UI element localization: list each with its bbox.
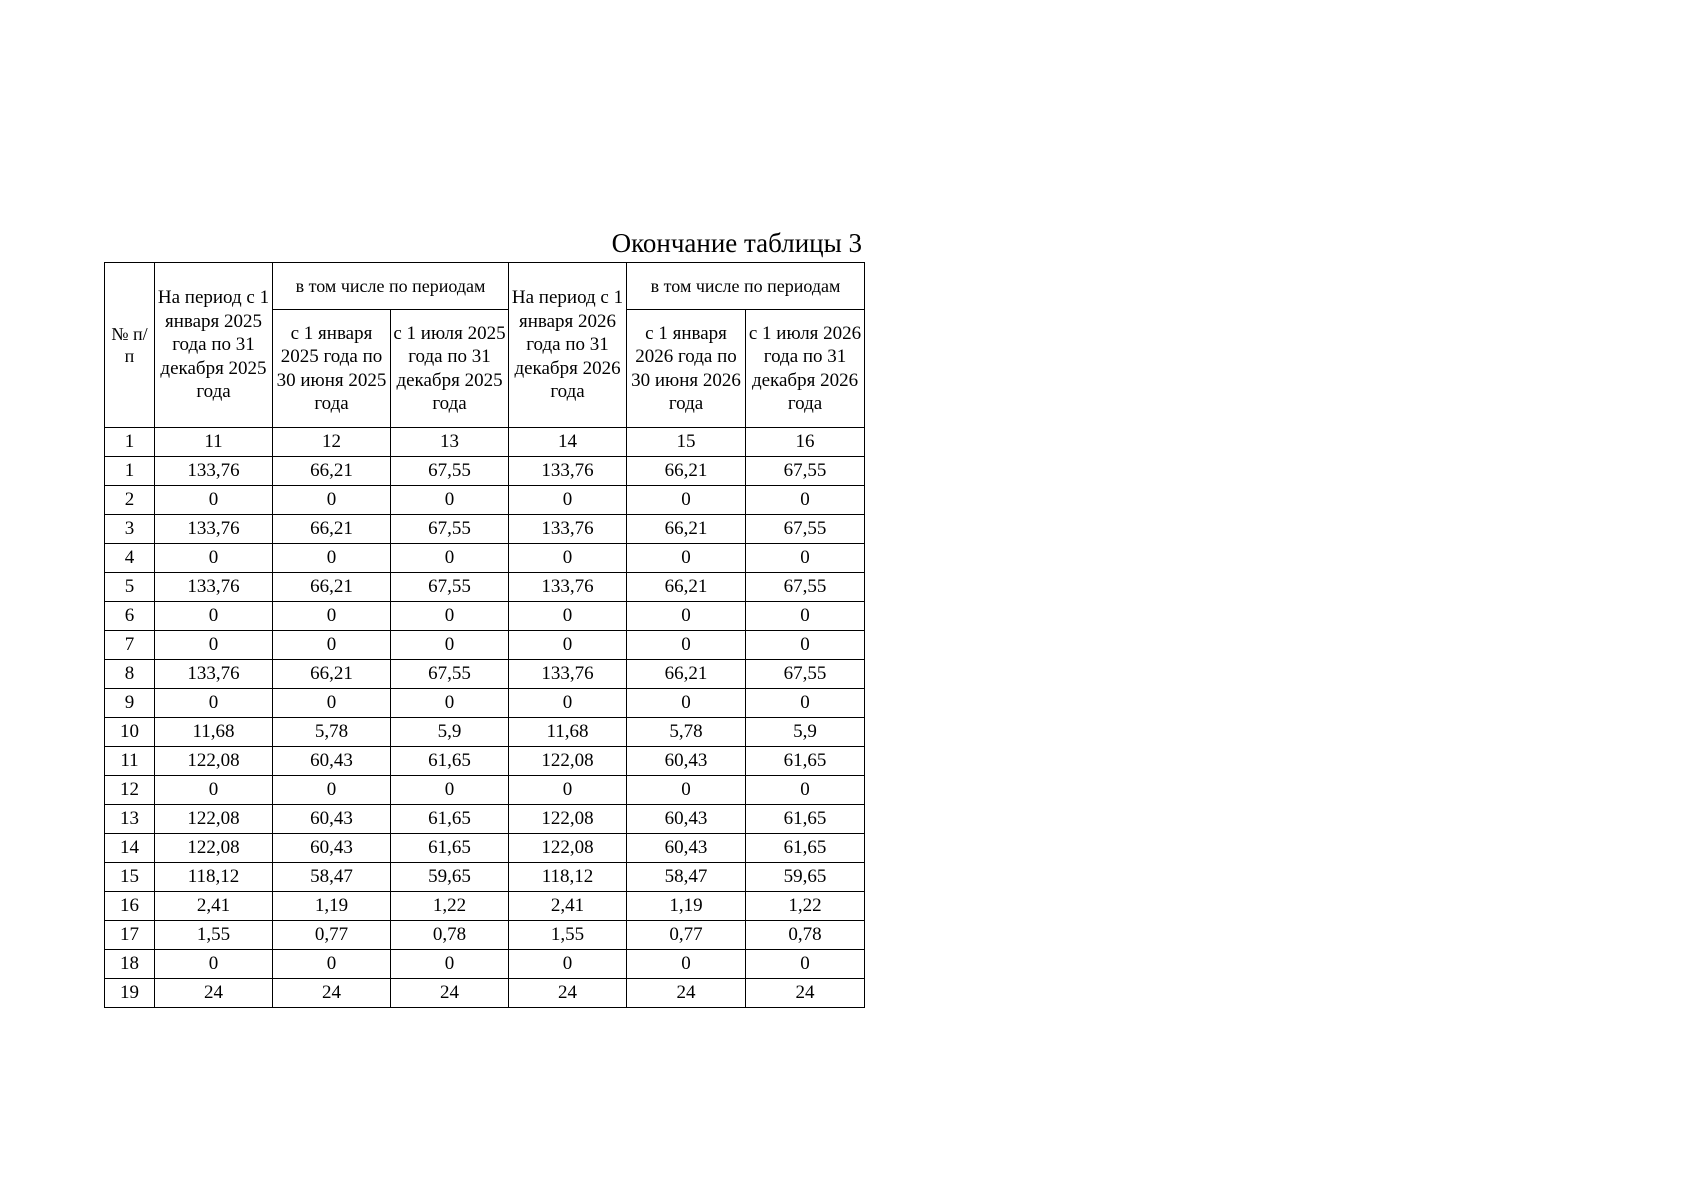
column-number-cell: 16 xyxy=(746,428,865,457)
table-cell: 1,55 xyxy=(509,921,627,950)
table-cell: 0 xyxy=(391,631,509,660)
table-cell: 24 xyxy=(391,979,509,1008)
table-cell: 0 xyxy=(746,544,865,573)
header-group-2025: в том числе по периодам xyxy=(273,263,509,310)
header-half1-2026: с 1 января 2026 года по 30 июня 2026 года xyxy=(627,310,746,428)
table-cell: 0,78 xyxy=(746,921,865,950)
table-cell: 60,43 xyxy=(273,805,391,834)
table-cell: 0 xyxy=(391,950,509,979)
table-cell: 24 xyxy=(746,979,865,1008)
header-row-1 xyxy=(105,263,865,310)
table-cell: 0 xyxy=(746,689,865,718)
row-number-cell: 10 xyxy=(105,718,155,747)
table-cell: 66,21 xyxy=(627,660,746,689)
table-cell: 2,41 xyxy=(155,892,273,921)
table-cell: 0,77 xyxy=(273,921,391,950)
table-cell: 0 xyxy=(273,602,391,631)
row-number-cell: 2 xyxy=(105,486,155,515)
table-cell: 60,43 xyxy=(627,747,746,776)
table-row xyxy=(105,457,865,486)
row-number-cell: 14 xyxy=(105,834,155,863)
row-number-cell: 17 xyxy=(105,921,155,950)
table-cell: 122,08 xyxy=(509,805,627,834)
column-number-cell: 11 xyxy=(155,428,273,457)
table-cell: 122,08 xyxy=(155,747,273,776)
table-cell: 61,65 xyxy=(746,747,865,776)
row-number-cell: 11 xyxy=(105,747,155,776)
table-cell: 0 xyxy=(746,486,865,515)
table-row xyxy=(105,486,865,515)
row-number-cell: 6 xyxy=(105,602,155,631)
table-cell: 0 xyxy=(509,544,627,573)
column-number-cell: 14 xyxy=(509,428,627,457)
table-cell: 58,47 xyxy=(273,863,391,892)
table-cell: 67,55 xyxy=(746,660,865,689)
table-cell: 67,55 xyxy=(746,457,865,486)
table-cell: 0 xyxy=(391,486,509,515)
table-row xyxy=(105,892,865,921)
table-cell: 0 xyxy=(273,631,391,660)
table-cell: 59,65 xyxy=(391,863,509,892)
row-number-cell: 4 xyxy=(105,544,155,573)
table-cell: 0 xyxy=(509,776,627,805)
table-cell: 122,08 xyxy=(509,834,627,863)
table-cell: 133,76 xyxy=(155,660,273,689)
table-row xyxy=(105,515,865,544)
table-cell: 5,78 xyxy=(273,718,391,747)
table-cell: 2,41 xyxy=(509,892,627,921)
table-cell: 0 xyxy=(627,602,746,631)
header-num-col: № п/п xyxy=(105,263,155,428)
table-cell: 24 xyxy=(509,979,627,1008)
table-caption: Окончание таблицы 3 xyxy=(611,228,862,258)
table-row xyxy=(105,805,865,834)
table-cell: 122,08 xyxy=(155,805,273,834)
header-half2-2025: с 1 июля 2025 года по 31 декабря 2025 года xyxy=(391,310,509,428)
table-cell: 0 xyxy=(391,776,509,805)
table-row xyxy=(105,602,865,631)
table-cell: 66,21 xyxy=(273,515,391,544)
table-cell: 0 xyxy=(155,950,273,979)
table-cell: 0 xyxy=(627,544,746,573)
table-cell: 66,21 xyxy=(273,660,391,689)
table-cell: 0 xyxy=(746,631,865,660)
table-cell: 0 xyxy=(509,689,627,718)
table-cell: 0 xyxy=(155,544,273,573)
table-row xyxy=(105,660,865,689)
table-cell: 0 xyxy=(746,602,865,631)
header-half2-2026: с 1 июля 2026 года по 31 декабря 2026 года xyxy=(746,310,865,428)
row-number-cell: 16 xyxy=(105,892,155,921)
table-cell: 66,21 xyxy=(627,515,746,544)
table-row xyxy=(105,776,865,805)
table-cell: 1,22 xyxy=(391,892,509,921)
table-cell: 59,65 xyxy=(746,863,865,892)
table-cell: 0 xyxy=(155,631,273,660)
table-cell: 24 xyxy=(155,979,273,1008)
table-cell: 0,78 xyxy=(391,921,509,950)
table-cell: 133,76 xyxy=(155,515,273,544)
table-cell: 67,55 xyxy=(391,515,509,544)
table-cell: 118,12 xyxy=(509,863,627,892)
table-cell: 24 xyxy=(627,979,746,1008)
table-cell: 0 xyxy=(627,950,746,979)
row-number-cell: 12 xyxy=(105,776,155,805)
table-cell: 67,55 xyxy=(391,660,509,689)
table-cell: 0 xyxy=(509,950,627,979)
table-cell: 133,76 xyxy=(155,573,273,602)
table-cell: 133,76 xyxy=(509,515,627,544)
table-cell: 133,76 xyxy=(509,573,627,602)
header-period-2025: На период с 1 января 2025 года по 31 декабря 2025 года xyxy=(155,263,273,428)
table-cell: 60,43 xyxy=(627,805,746,834)
table-cell: 0,77 xyxy=(627,921,746,950)
table-cell: 24 xyxy=(273,979,391,1008)
table-row xyxy=(105,979,865,1008)
table-cell: 67,55 xyxy=(746,515,865,544)
table-body xyxy=(105,428,865,1008)
column-number-cell: 12 xyxy=(273,428,391,457)
table-cell: 0 xyxy=(155,776,273,805)
table-row xyxy=(105,689,865,718)
table-row xyxy=(105,747,865,776)
table-cell: 61,65 xyxy=(391,747,509,776)
table-cell: 11,68 xyxy=(509,718,627,747)
table-cell: 0 xyxy=(273,544,391,573)
table-cell: 0 xyxy=(627,689,746,718)
table-cell: 0 xyxy=(627,776,746,805)
table-cell: 0 xyxy=(509,602,627,631)
table-cell: 0 xyxy=(509,486,627,515)
table-cell: 67,55 xyxy=(391,457,509,486)
table-row xyxy=(105,718,865,747)
column-number-row xyxy=(105,428,865,457)
row-number-cell: 7 xyxy=(105,631,155,660)
row-number-cell: 9 xyxy=(105,689,155,718)
table-row xyxy=(105,631,865,660)
row-number-cell: 13 xyxy=(105,805,155,834)
table-row xyxy=(105,921,865,950)
table-row xyxy=(105,573,865,602)
table-cell: 0 xyxy=(746,776,865,805)
header-group-2026: в том числе по периодам xyxy=(627,263,865,310)
table-cell: 5,78 xyxy=(627,718,746,747)
table-cell: 67,55 xyxy=(391,573,509,602)
table-header xyxy=(105,263,865,428)
header-period-2026: На период с 1 января 2026 года по 31 декабря 2026 года xyxy=(509,263,627,428)
table-cell: 0 xyxy=(273,776,391,805)
table-row xyxy=(105,950,865,979)
table-cell: 66,21 xyxy=(273,457,391,486)
table-cell: 61,65 xyxy=(746,834,865,863)
table-cell: 0 xyxy=(273,950,391,979)
table-cell: 5,9 xyxy=(746,718,865,747)
table-cell: 122,08 xyxy=(509,747,627,776)
row-number-cell: 5 xyxy=(105,573,155,602)
table-cell: 66,21 xyxy=(273,573,391,602)
table-cell: 0 xyxy=(746,950,865,979)
table-row xyxy=(105,544,865,573)
table-cell: 122,08 xyxy=(155,834,273,863)
table-cell: 0 xyxy=(273,689,391,718)
table-cell: 67,55 xyxy=(746,573,865,602)
row-number-cell: 3 xyxy=(105,515,155,544)
table-cell: 0 xyxy=(509,631,627,660)
table-cell: 60,43 xyxy=(627,834,746,863)
table-cell: 61,65 xyxy=(746,805,865,834)
row-number-cell: 15 xyxy=(105,863,155,892)
header-half1-2025: с 1 января 2025 года по 30 июня 2025 года xyxy=(273,310,391,428)
data-table xyxy=(104,262,865,1008)
table-cell: 1,19 xyxy=(627,892,746,921)
table-cell: 60,43 xyxy=(273,834,391,863)
table-cell: 58,47 xyxy=(627,863,746,892)
row-number-cell: 19 xyxy=(105,979,155,1008)
table-cell: 0 xyxy=(627,631,746,660)
table-cell: 0 xyxy=(391,689,509,718)
table-cell: 0 xyxy=(155,602,273,631)
table-cell: 0 xyxy=(391,602,509,631)
table-cell: 1,22 xyxy=(746,892,865,921)
table-row xyxy=(105,863,865,892)
table-cell: 0 xyxy=(273,486,391,515)
table-cell: 0 xyxy=(627,486,746,515)
table-cell: 0 xyxy=(391,544,509,573)
row-number-cell: 8 xyxy=(105,660,155,689)
table-cell: 133,76 xyxy=(509,457,627,486)
table-row xyxy=(105,834,865,863)
table-cell: 61,65 xyxy=(391,805,509,834)
table-cell: 0 xyxy=(155,689,273,718)
column-number-cell: 15 xyxy=(627,428,746,457)
row-number-cell: 18 xyxy=(105,950,155,979)
column-number-cell: 1 xyxy=(105,428,155,457)
table-cell: 61,65 xyxy=(391,834,509,863)
table-cell: 5,9 xyxy=(391,718,509,747)
table-cell: 1,19 xyxy=(273,892,391,921)
table-cell: 66,21 xyxy=(627,457,746,486)
table-cell: 0 xyxy=(155,486,273,515)
table-cell: 118,12 xyxy=(155,863,273,892)
table-cell: 133,76 xyxy=(509,660,627,689)
table-cell: 1,55 xyxy=(155,921,273,950)
row-number-cell: 1 xyxy=(105,457,155,486)
table-cell: 11,68 xyxy=(155,718,273,747)
column-number-cell: 13 xyxy=(391,428,509,457)
table-cell: 66,21 xyxy=(627,573,746,602)
table-cell: 133,76 xyxy=(155,457,273,486)
table-cell: 60,43 xyxy=(273,747,391,776)
